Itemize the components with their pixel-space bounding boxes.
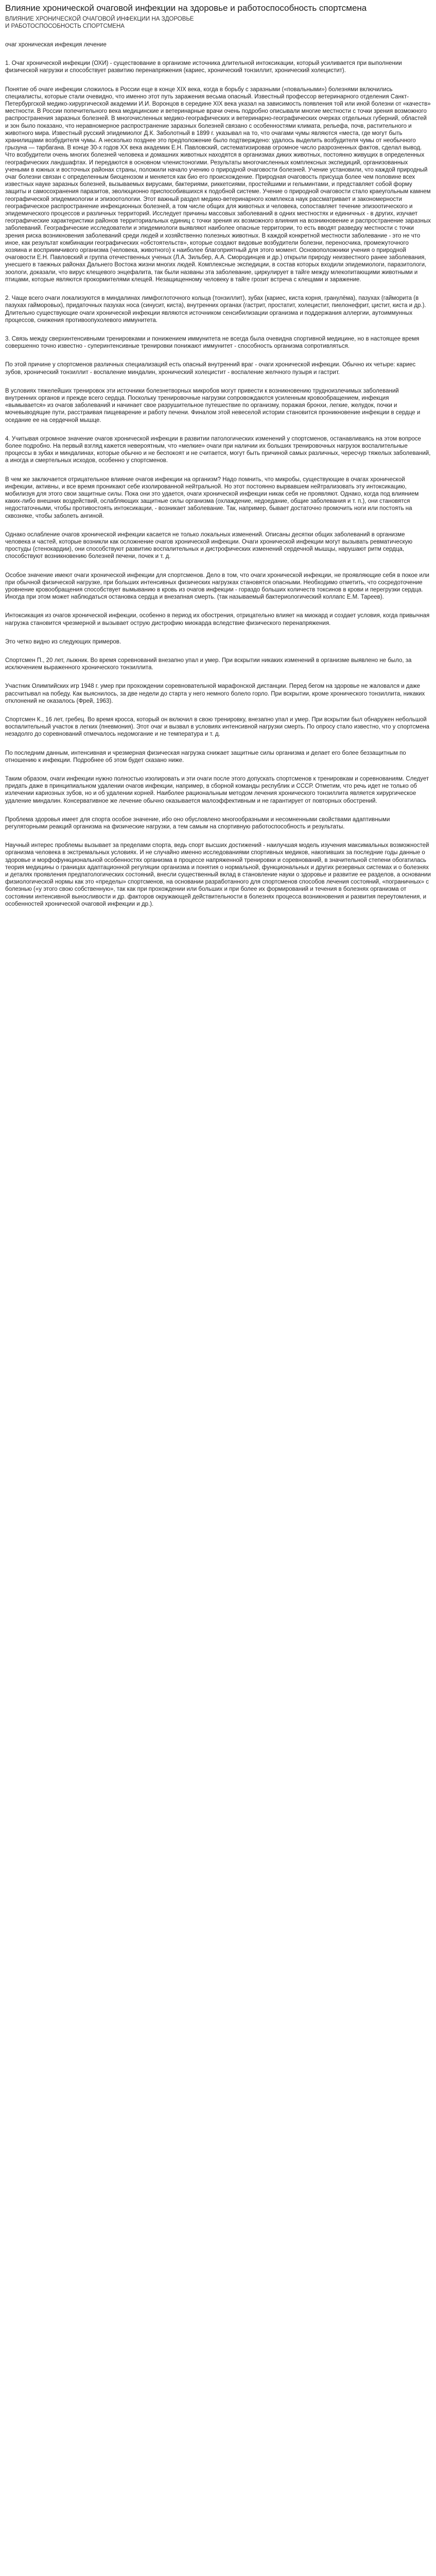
- document-page: [0, 0, 436, 908]
- paragraph-9: Однако ослабление очагов хронической инфекции касается не только локальных изменений. Описаны десятки общих заболеваний в организме человека и частей, которые возникли как осложнение очагов хронической инфекции. Очаги хронической инфекции могут вызывать ревматическую простуды (стенокардии), они способствуют развитию воспалительных и дистрофических изменений сердечной мышцы, нарушают ритм сердца, способствуют возникновению болезней печени, почек и т. д.: [5, 531, 413, 560]
- paragraph-13: Спортсмен П., 20 лет, лыжник. Во время соревнований внезапно упал и умер. При вскрытии никаких изменений в организме выявлено не было, за исключением выраженного хронического тонзиллита.: [5, 657, 412, 671]
- document-title: Влияние хронической очаговой инфекции на здоровье и работоспособность спортсмена: [5, 3, 367, 13]
- paragraph-2: Понятие об очаге инфекции сложилось в России еще в конце XIX века, когда в борьбу с заразными («повальными») болезнями включились специалисты, которые стали очевидно, что именно этот путь заражения весьма опасный. Известный профессор ветеринарного отделения Санкт-Петербургской медико-хирургической академии И.И. Воронцов в середине XIX века указал на зависимость появления той или иной болезни от «качеств» местности. В России попечительного века медицинские и ветеринарные врачи очень подробно описывали многие местности с точки зрения возможного распространения заразных болезней. В многочисленных медико-географических и ветеринарно-географических очерках отдельных губерний, областей и зон было показано, что неравномерное распространение заразных болезней связано с особенностями климата, рельефа, почв, растительного и животного мира. Известный русский эпидемиолог Д.К. Заболотный в 1899 г. указывал на то, что очагами чумы являются «места, где могут быть хранилищами возбудителя чумы. А несколько позднее это предположение было подтверждено: удалось выделить возбудителя чумы от необычного грызуна — тарбагана. В конце 30-х годов XX века академик Е.Н. Павловский, систематизировав огромное число разрозненных фактов, сделал вывод. Что возбудители очень многих болезней человека и домашних животных находятся в организмах диких животных, постоянно живущих в определенных географических ландшафтах. И передаются в основном членистоногими. Результаты многочисленных комплексных экспедиций, организованных учеными в южных и восточных районах страны, положили начало учению о природной очаговости болезней. Учение установили, что каждой природный очаг болезни связан с определенным биоценозом и меняется как био его происхождение. Природная очаговость присуща более чем половине всех известных науке заразных болезней, вызываемых вирусами, бактериями, риккетсиями, простейшими и гельминтами, и представляет собой форму защиты и самосохранения паразитов, эволюционно приспособившихся к подобной системе. Учение о природной очаговости стало краеугольным камнем географической эпидемиологии и эпизоотологии. Этот важный раздел медико-ветеринарного комплекса наук рассматривает и закономерности географическое распространение инфекционных болезней, а том числе общих для животных и человека, сопоставляет течение эпизоотического и эпидемического процессов и различных территорий. Исследует причины массовых заболеваний в одних местностях и единичных - в других, изучает географические характеристики районов территориальных единиц с точки зрения их возможного влияния на возникновение и распространение заразных заболеваний. Географические исследователи и эпидемиологи выявляют наиболее опасные территории, то есть вводят разведку местности с точки зрения риска возникновения заболеваний среди людей и хозяйственно полезных животных. В каждой конкретной местности заболевание - это не что иное, как результат комбинации географических «обстоятельств», которые создают видовые возбудители болезни, переносчика, промежуточного хозяина и восприимчивого организма (человека, животного) к наиболее благоприятный для этого момент. Основоположники учения о природной очаговости Е.Н. Павловский и группа отечественных ученых (Л.А. Зильбер, А.А. Смородинцев и др.) открыли природу неизвестного ранее заболевания, унесшего в таежных районах Дальнего Востока жизни многих людей. Комплексные экспедиции, в состав которых входили эпидемиологи, паразитологи, зоологи, доказали, что вирус клещевого энцефалита, так были названы эта заболевание, циркулирует в тайге между млекопитающими животными и птицами, которые являются прокормителями клещей. Незащищенному человеку в тайге грозит встреча с клещами и заражение.: [5, 86, 431, 283]
- paragraph-18: Проблема здоровья имеет для спорта особое значение, ибо оно обусловлено многообразными и несомненными свойствами адаптивными регуляторными реакций организма на физические нагрузки, а тем самым на спортивную работоспособность и результаты.: [5, 816, 390, 831]
- paragraph-17: Таким образом, очаги инфекции нужно полностью изолировать и эти очаги после этого допускать спортсменов к тренировкам и соревнованиям. Следует придать даже в принципиальном удалении очагов инфекции, например, в сборной команды республик и СССР. Отметим, что речь идет не только об излечении кариозных зубов, но и об удалении корней. Наиболее рациональным методом лечения хронического тонзиллита является хирургическое удаление миндалин. Консервативное же лечение обычно оказывается малоэффективным и не гарантирует от повторных обострений.: [5, 776, 429, 804]
- paragraph-3: 2. Чаще всего очаги локализуются в миндалинах лимфоглоточного кольца (тонзиллит), зубах (кариес, киста корня, гранулёма), пазухах (гайморита (в пазухах гайморовых), придаточных пазухах носа (синусит, киста), внутренних органах (гастрит, простатит, холецистит, пиелонефрит, цистит, киста и др.). Длительно существующие очаги хронической инфекции являются источником сенсибилизации организма и поддержания аллергии, аутоиммунных процессов, снижения противоопухолевого иммунитета.: [5, 295, 426, 324]
- paragraph-6: В условиях тяжелейших тренировок эти источники болезнетворных микробов могут привести к возникновению трудноизлечимых заболеваний внутренних органов и прежде всего сердца. Поскольку тренировочные нагрузки сопровождаются усиленным кровообращением, инфекция «вымывается» из очагов заболеваний и начинает свое разрушительное путешествие по организму, поражая бронхи, легкие, желудок, почки и мочевыводящие пути, расстраивая пищеварение и работу печени. Финалом этой невеселой истории становится проникновение инфекции в сердце и оседание ее на сердечной мышце.: [5, 387, 421, 423]
- paragraph-keywords: очаг хроническая инфекция лечение: [5, 42, 107, 48]
- paragraph-19: Научный интерес проблемы вызывает за пределами спорта, ведь спорт высших достижений - наилучшая модель изучения максимальных возможностей организма человека в экстремальных условиях. И не случайно именно исследованиями спортивных медиков, накопивших за последние годы данные о здоровье и морфофункциональной особенностях организма в процессе напряженной тренировки и соревнований, в значительной степени обогатилась теория медицины о границах адаптационной регуляции организма и понятия о нормальной, функциональных и других резервных системах и о болезнях и деталях проявления предпатологических состояний, внесли существенный вклад в становление науки о здоровье и развитие ее разделов, а основании физиологической нормы как это «пределы» спортсменов, на основании разработанного для спортсменов способов лечения состояний, «пограничных» с болезнью («у этого свою собственную», так как при прохождении или больших и при более их формирований и течения в болезнях организма от состоянии интенсивной выносливости и др. факторов окружающей действительности в болезнях процесса возникновения и развития переутомления, и особенностей хронической очаговой инфекции и др.).: [5, 842, 431, 907]
- paragraph-15: Спортсмен К., 16 лет, гребец. Во время кросса, который он включил в свою тренировку, внезапно упал и умер. При вскрытии был обнаружен небольшой воспалительный участок в легких (пневмония). Этот очаг и вызвал в условиях интенсивной нагрузки смерть. По опросу стало известно, что у спортсмена незадолго до соревнований отмечалось недомогание и не температура и т. д.: [5, 717, 430, 738]
- paragraph-16: По последним данным, интенсивная и чрезмерная физическая нагрузка снижает защитные силы организма и делает его более беззащитным по отношению к инфекции. Подробнее об этом будет сказано ниже.: [5, 750, 406, 764]
- paragraph-10: Особое значение имеют очаги хронической инфекции для спортсменов. Дело в том, что очаги хронической инфекции, не проявляющие себя в покое или при обычной физической нагрузке, при больших интенсивных физических нагрузках становятся опасными. Необходимо отметить, что сосредоточение уровнение кровообращения способствует вымыванию в кровь из очагов инфекции - гораздо больших количеств токсинов в крови и перегрузки сердца. Иногда при этом может наблюдаться остановка сердца и внезапная смерть. (так называемый бактериологический коллапс Е.М. Тареев).: [5, 572, 429, 601]
- paragraph-14: Участник Олимпийских игр 1948 г. умер при прохождении соревновательной марафонской дистанции. Перед бегом на здоровье не жаловался и даже рассчитывал на победу. Как выяснилось, за две недели до старта у него немного болело горло. При вскрытии, кроме хронического тонзиллита, никаких отклонений не оказалось (Фрей, 1963).: [5, 683, 425, 704]
- subtitle-line-2: И РАБОТОСПОСОБНОСТЬ СПОРТСМЕНА: [5, 23, 125, 29]
- paragraph-12: Это четко видно из следующих примеров.: [5, 638, 121, 645]
- paragraph-7: 4. Учитывая огромное значение очагов хронической инфекции в развитии патологических изменений у спортсменов, останавливаясь на этом вопросе более подробно. На первый взгляд кажется невероятным, что «мелкие» очаги при наличии их больших тренировочных нагрузок воспалительные процессы в зубах и миндалинах, которые обычно и не беспокоят и не считается, могут быть причиной самых различных, чересчур тяжелых заболеваний, а иногда и смертельных исходов, особенно у спортсменов.: [5, 435, 431, 464]
- paragraph-11: Интоксикация из очагов хронической инфекции, особенно в период их обострения, отрицательно влияет на миокард и создает условия, когда привычная нагрузка становится чрезмерной и вызывает острую дистрофию миокарда вследствие физического перенапряжения.: [5, 613, 430, 626]
- document-subtitle: [5, 15, 431, 30]
- paragraph-5: По этой причине у спортсменов различных специализаций есть опасный внутренний враг - очаги хронической инфекции. Обычно их четыре: кариес зубов, хронический тонзиллит - воспаление миндалин, хронический холецистит - воспаление желчного пузыря и гастрит.: [5, 362, 416, 376]
- paragraph-1: 1. Очаг хронической инфекции (ОХИ) - существование в организме источника длительной интоксикации, который усиливается при выполнении физической нагрузки и способствует развитию перенапряжения (кариес, хронический тонзиллит, хронический холецистит).: [5, 60, 402, 74]
- subtitle-line-1: ВЛИЯНИЕ ХРОНИЧЕСКОЙ ОЧАГОВОЙ ИНФЕКЦИИ НА ЗДОРОВЬЕ: [5, 16, 194, 22]
- paragraph-8: В чем же заключается отрицательное влияние очагов инфекции на организм? Надо помнить, что микробы, существующие в очагах хронической инфекции, активны, и все время проникают себе изолированной нейтральной. Но этот постоянно вырвавшем нейтрализовать эту интоксикацию, мобилизуя для этого свои защитные силы. Пока они это удается, очаги хронической инфекции никак себя не проявляют. Однако, когда под влиянием каких-либо внешних воздействий, ослабляющих защитные силы организма (охлаждение, недоедание, общие заболевания и т. п.), они становятся недостаточными, чтобы противостоять интоксикации, - возникает заболевание. Так, например, бывает достаточно промочить ноги или постоять на сквозняке, чтобы заболеть ангиной.: [5, 476, 419, 519]
- paragraph-4: 3. Связь между сверхинтенсивными тренировками и понижением иммунитета не всегда была очевидна спортивной медицине, но в настоящее время совершенно точно известно - суперинтенсивные тренировки понижают иммунитет - способность организма сопротивляться.: [5, 335, 420, 350]
